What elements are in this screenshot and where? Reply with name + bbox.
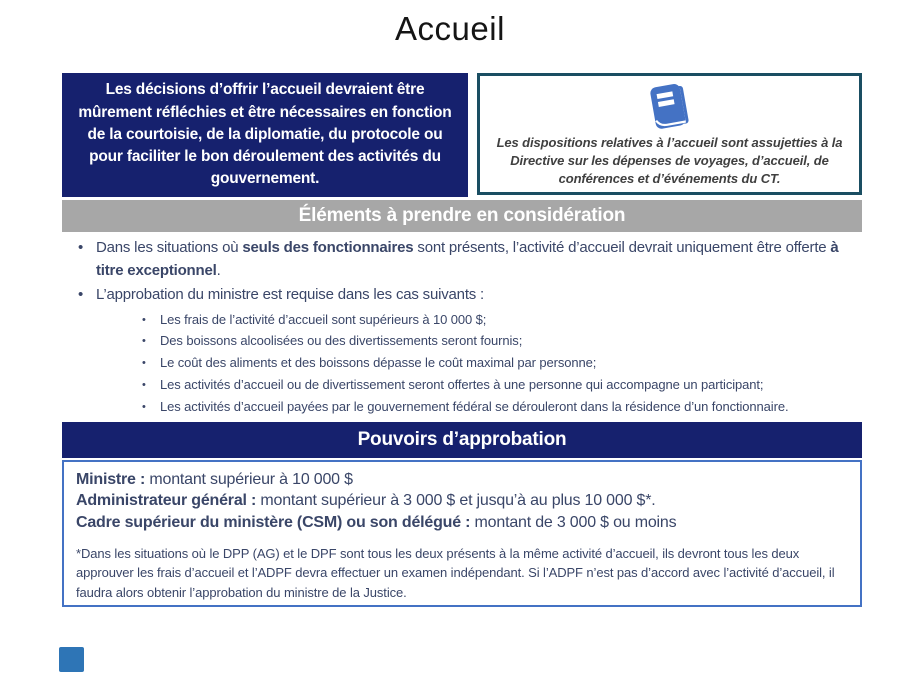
list-item (62, 330, 862, 352)
bullet-icon: • (142, 378, 146, 391)
intro-statement-text: Les décisions d’offrir l’accueil devraient être mûrement réfléchies et être nécessaires en fonction de la courtoisie, de la diplomatie, du protocole ou pour faciliter le bon déroulement des activités du gouvernement. (78, 81, 452, 188)
approval-rule-ministre: Ministre : montant supérieur à 10 000 $ (76, 471, 353, 488)
bullet-icon: • (142, 357, 146, 370)
bullet-text: Les activités d’accueil ou de divertissement seront offertes à une personne qui accompagne un participant; (160, 376, 764, 392)
bullet-text: L’approbation du ministre est requise dans les cas suivants : (96, 286, 485, 303)
approval-rule-administrateur-general: Administrateur général : montant supérieur à 3 000 $ et jusqu’à au plus 10 000 $*. (76, 492, 656, 510)
directive-text: Les dispositions relatives à l’accueil sont assujetties à la Directive sur les dépenses de voyages, d’accueil, de conférences et d’événements du CT. (496, 135, 843, 187)
list-item (62, 309, 862, 331)
bullet-text: Des boissons alcoolisées ou des divertissements seront fournis; (160, 333, 523, 349)
bullet-icon: • (142, 335, 146, 348)
bullet-icon: • (78, 239, 84, 256)
bullet-icon: • (142, 313, 146, 326)
bullet-text: Le coût des aliments et des boissons dépasse le coût maximal par personne; (160, 355, 597, 371)
directive-info-box (477, 73, 862, 195)
bullet-icon: • (78, 286, 84, 303)
bullet-icon: • (142, 400, 146, 413)
bullet-text: Les activités d’accueil payées par le gouvernement fédéral se dérouleront dans la résidence d’un fonctionnaire. (160, 398, 789, 414)
page-title: Accueil (395, 10, 505, 47)
intro-statement-box (62, 73, 468, 197)
list-item (62, 396, 862, 418)
approval-rules-box (62, 460, 862, 607)
approval-rule-cadre-superieur: Cadre supérieur du ministère (CSM) ou son délégué : montant de 3 000 $ ou moins (76, 513, 677, 531)
book-icon (639, 81, 701, 133)
list-item (62, 374, 862, 396)
corner-accent-square (59, 647, 84, 672)
list-item (62, 284, 862, 307)
considerations-list (62, 237, 862, 418)
section-header-approval: Pouvoirs d’approbation (62, 422, 862, 458)
list-item (62, 352, 862, 374)
approval-footnote: *Dans les situations où le DPP (AG) et le DPF sont tous les deux présents à la même activité d’accueil, ils devront tous les deux approuver les frais d’accueil et l’ADPF devra effectuer un examen indépendant. Si l’ADPF n’est pas d’accord avec l’activité d’accueil, il faudra alors obtenir l’approbation du ministre de la Justice. (76, 545, 835, 600)
bullet-text: Les frais de l’activité d’accueil sont supérieurs à 10 000 $; (160, 311, 487, 327)
bullet-text: Dans les situations où seuls des fonctionnaires sont présents, l’activité d’accueil devrait uniquement être offerte à titre exceptionnel. (96, 239, 839, 279)
list-item (62, 237, 862, 282)
section-header-considerations: Éléments à prendre en considération (62, 200, 862, 232)
